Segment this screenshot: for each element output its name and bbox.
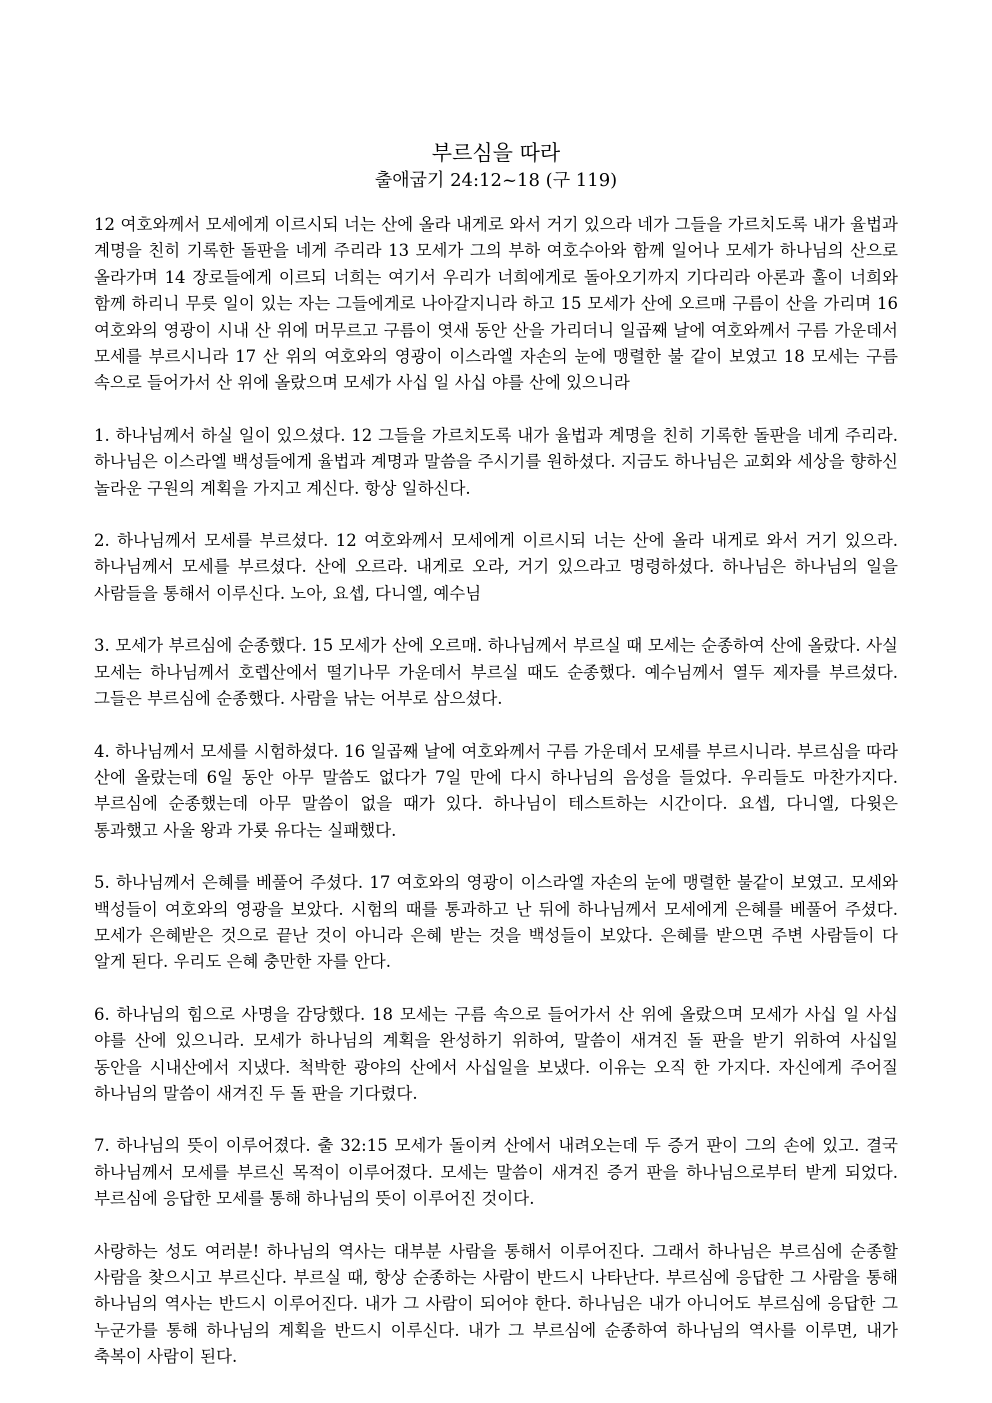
closing-paragraph: 사랑하는 성도 여러분! 하나님의 역사는 대부분 사람을 통해서 이루어진다. 그래서 하나님은 부르심에 순종할 사람을 찾으시고 부르신다. 부르실 때, 항상 순종하는 사람이 반드시 나타난다. 부르심에 응답한 그 사람을 통해 하나님의 역사는 반드시 이루어진다. 내가 그 사람이 되어야 한다. 하나님은 내가 아니어도 부르심에 응답한 그 누군가를 통해 하나님의 계획을 반드시 이루신다. 내가 그 부르심에 순종하여 하나님의 역사를 이루면, 내가 축복이 사람이 된다. (94, 1241, 898, 1367)
sermon-point-1: 1. 하나님께서 하실 일이 있으셨다. 12 그들을 가르치도록 내가 율법과 계명을 친히 기록한 돌판을 네게 주리라. 하나님은 이스라엘 백성들에게 율법과 계명과 말씀을 주시기를 원하셨다. 지금도 하나님은 교회와 세상을 향하신 놀라운 구원의 계획을 가지고 계신다. 항상 일하신다. (94, 425, 898, 498)
sermon-point-5: 5. 하나님께서 은혜를 베풀어 주셨다. 17 여호와의 영광이 이스라엘 자손의 눈에 맹렬한 불같이 보였고. 모세와 백성들이 여호와의 영광을 보았다. 시험의 때를 통과하고 난 뒤에 하나님께서 모세에게 은혜를 베풀어 주셨다. 모세가 은혜받은 것으로 끝난 것이 아니라 은혜 받는 것을 백성들이 보았다. 은혜를 받으면 주변 사람들이 다 알게 된다. 우리도 은혜 충만한 자를 안다. (94, 873, 898, 972)
document-title: 부르심을 따라 (431, 141, 561, 165)
sermon-point-6: 6. 하나님의 힘으로 사명을 감당했다. 18 모세는 구름 속으로 들어가서 산 위에 올랐으며 모세가 사십 일 사십 야를 산에 있으니라. 모세가 하나님의 계획을 완성하기 위하여, 말씀이 새겨진 돌 판을 받기 위하여 사십일 동안을 시내산에서 지냈다. 척박한 광야의 산에서 사십일을 보냈다. 이유는 오직 한 가지다. 자신에게 주어질 하나님의 말씀이 새겨진 두 돌 판을 기다렸다. (94, 1004, 898, 1103)
scripture-passage: 12 여호와께서 모세에게 이르시되 너는 산에 올라 내게로 와서 거기 있으라 네가 그들을 가르치도록 내가 율법과 계명을 친히 기록한 돌판을 네게 주리라 13 모세가 그의 부하 여호수아와 함께 일어나 모세가 하나님의 산으로 올라가며 14 장로들에게 이르되 너희는 여기서 우리가 너희에게로 돌아오기까지 기다리라 아론과 훌이 너희와 함께 하리니 무릇 일이 있는 자는 그들에게로 나아갈지니라 하고 15 모세가 산에 오르매 구름이 산을 가리며 16 여호와의 영광이 시내 산 위에 머무르고 구름이 엿새 동안 산을 가리더니 일곱째 날에 여호와께서 구름 가운데서 모세를 부르시니라 17 산 위의 여호와의 영광이 이스라엘 자손의 눈에 맹렬한 불 같이 보였고 18 모세는 구름 속으로 들어가서 산 위에 올랐으며 모세가 사십 일 사십 야를 산에 있으니라 (94, 215, 899, 393)
sermon-point-4: 4. 하나님께서 모세를 시험하셨다. 16 일곱째 날에 여호와께서 구름 가운데서 모세를 부르시니라. 부르심을 따라 산에 올랐는데 6일 동안 아무 말씀도 없다가 7일 만에 다시 하나님의 음성을 들었다. 우리들도 마찬가지다. 부르심에 순종했는데 아무 말씀이 없을 때가 있다. 하나님이 테스트하는 시간이다. 요셉, 다니엘, 다윗은 통과했고 사울 왕과 가룟 유다는 실패했다. (94, 741, 898, 840)
sermon-point-7: 7. 하나님의 뜻이 이루어졌다. 출 32:15 모세가 돌이켜 산에서 내려오는데 두 증거 판이 그의 손에 있고. 결국 하나님께서 모세를 부르신 목적이 이루어졌다. 모세는 말씀이 새겨진 증거 판을 하나님으로부터 받게 되었다. 부르심에 응답한 모세를 통해 하나님의 뜻이 이루어진 것이다. (94, 1136, 898, 1209)
sermon-point-3: 3. 모세가 부르심에 순종했다. 15 모세가 산에 오르매. 하나님께서 부르실 때 모세는 순종하여 산에 올랐다. 사실 모세는 하나님께서 호렙산에서 떨기나무 가운데서 부르실 때도 순종했다. 예수님께서 열두 제자를 부르셨다. 그들은 부르심에 순종했다. 사람을 낚는 어부로 삼으셨다. (94, 636, 898, 709)
sermon-point-2: 2. 하나님께서 모세를 부르셨다. 12 여호와께서 모세에게 이르시되 너는 산에 올라 내게로 와서 거기 있으라. 하나님께서 모세를 부르셨다. 산에 오르라. 내게로 오라, 거기 있으라고 명령하셨다. 하나님은 하나님의 일을 사람들을 통해서 이루신다. 노아, 요셉, 다니엘, 예수님 (94, 531, 898, 603)
scripture-reference: 출애굽기 24:12~18 (구 119) (374, 170, 618, 191)
document-page (94, 138, 898, 1397)
